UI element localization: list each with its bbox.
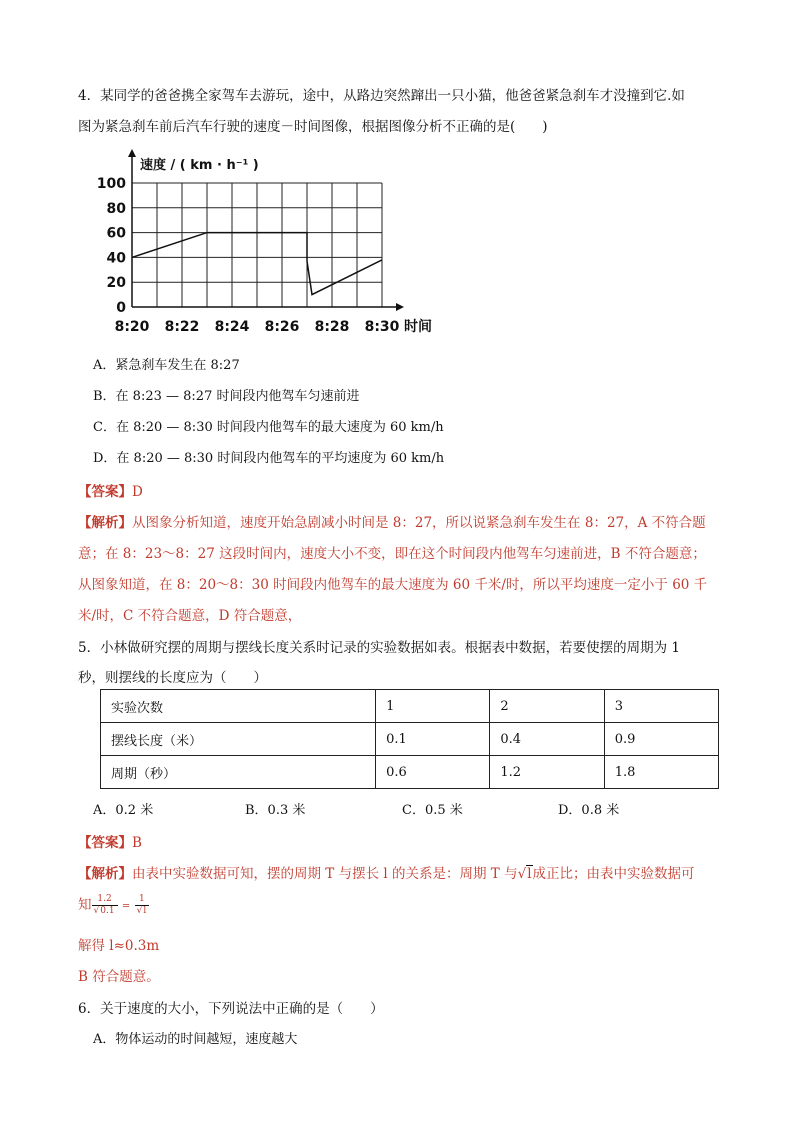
y-tick-label: 100: [96, 176, 126, 192]
analysis-tag: 【解析】: [78, 515, 132, 531]
q5-solve-line: 解得 l≈0.3m: [78, 938, 160, 954]
table-cell: 3: [604, 690, 718, 723]
y-tick-label: 0: [116, 300, 126, 316]
x-tick-label: 8:26: [264, 319, 300, 335]
fraction-2: $\frac{1}{√l}$: [135, 894, 150, 917]
q5-option-d: D．0.8 米: [558, 803, 620, 818]
q4-stem-line1: 4．某同学的爸爸携全家驾车去游玩，途中，从路边突然蹿出一只小猫，他爸爸紧急刹车才没撞到它.如: [78, 88, 685, 104]
x-axis-arrow: [396, 303, 404, 311]
q5-option-c: C．0.5 米: [402, 803, 463, 818]
q5-analysis-line2: 知 $\frac{1.2}{√0.1}$ = $\frac{1}{√l}$: [78, 893, 149, 917]
y-tick-labels: [97, 176, 126, 316]
x-axis-label: 时间: [404, 319, 432, 335]
fraction-1: $\frac{1.2}{√0.1}$: [92, 894, 118, 917]
y-axis-arrow: [128, 149, 136, 157]
table-cell: 0.9: [604, 723, 718, 756]
table-row: [101, 723, 719, 756]
q5-stem-line2: 秒，则摆线的长度应为（ ）: [78, 670, 267, 686]
q5-option-a: A．0.2 米: [93, 803, 154, 818]
q4-analysis-line2: 意；在 8：23～8：27 这段时间内，速度大小不变，即在这个时间段内他驾车匀速前进，B 不符合题意；: [78, 546, 706, 562]
pendulum-data-table: [100, 689, 719, 789]
table-cell: 0.6: [376, 756, 490, 789]
y-tick-label: 40: [106, 250, 126, 267]
q5-answer: [78, 831, 142, 851]
answer-value: B: [132, 835, 142, 851]
q4-stem-line2: 图为紧急刹车前后汽车行驶的速度－时间图像，根据图像分析不正确的是( ): [78, 119, 548, 135]
q4-option-b: B．在 8:23 — 8:27 时间段内他驾车匀速前进: [93, 389, 360, 404]
table-cell: 摆线长度（米）: [101, 723, 376, 756]
q5-analysis-line1: 【解析】由表中实验数据可知，摆的周期 T 与摆长 l 的关系是：周期 T 与√l成正比；由表中实验数据可: [78, 866, 695, 882]
answer-tag: 【答案】: [78, 484, 132, 500]
q5-stem-line1: 5．小林做研究摆的周期与摆线长度关系时记录的实验数据如表。根据表中数据，若要使摆的周期为 1: [78, 640, 680, 656]
q4-option-a: A．紧急刹车发生在 8:27: [93, 358, 240, 373]
x-tick-label: 8:30: [364, 319, 400, 335]
answer-value: D: [132, 484, 143, 500]
q5-conclusion: B 符合题意。: [78, 969, 160, 985]
table-cell: 0.1: [376, 723, 490, 756]
table-row: [101, 756, 719, 789]
speed-time-chart: [96, 145, 450, 340]
q4-option-d: D．在 8:20 — 8:30 时间段内他驾车的平均速度为 60 km/h: [93, 451, 445, 466]
table-cell: 0.4: [490, 723, 604, 756]
q5-option-b: B．0.3 米: [245, 803, 306, 818]
table-cell: 1.8: [604, 756, 718, 789]
q4-analysis-line1: 【解析】从图象分析知道，速度开始急剧减小时间是 8：27，所以说紧急刹车发生在 8：27，A 不符合题: [78, 515, 706, 531]
x-tick-label: 8:20: [114, 319, 150, 335]
table-cell: 周期（秒）: [101, 756, 376, 789]
x-tick-label: 8:22: [164, 319, 200, 335]
y-axis-label: 速度 / ( km · h⁻¹ ): [140, 158, 259, 173]
analysis-tag: 【解析】: [78, 866, 132, 882]
q4-option-c: C．在 8:20 — 8:30 时间段内他驾车的最大速度为 60 km/h: [93, 420, 444, 435]
x-tick-labels: [115, 319, 400, 335]
q4-analysis-line4: 米/时，C 不符合题意，D 符合题意，: [78, 608, 302, 624]
y-tick-label: 20: [106, 275, 126, 292]
q6-option-a: A．物体运动的时间越短，速度越大: [93, 1032, 298, 1047]
q4-answer: [78, 480, 143, 500]
sqrt-l: l: [527, 866, 532, 882]
q4-analysis-line3: 从图象知道，在 8：20～8：30 时间段内他驾车的最大速度为 60 千米/时，所以平均速度一定小于 60 千: [78, 577, 708, 593]
table-cell: 1: [376, 690, 490, 723]
table-row: [101, 690, 719, 723]
table-cell: 2: [490, 690, 604, 723]
y-tick-label: 60: [106, 225, 126, 242]
x-tick-label: 8:24: [214, 319, 250, 335]
y-tick-label: 80: [106, 200, 126, 217]
q6-stem: 6．关于速度的大小，下列说法中正确的是（ ）: [78, 1001, 384, 1017]
answer-tag: 【答案】: [78, 835, 132, 851]
x-tick-label: 8:28: [314, 319, 350, 335]
chart-axes: [128, 149, 404, 311]
table-cell: 实验次数: [101, 690, 376, 723]
table-cell: 1.2: [490, 756, 604, 789]
